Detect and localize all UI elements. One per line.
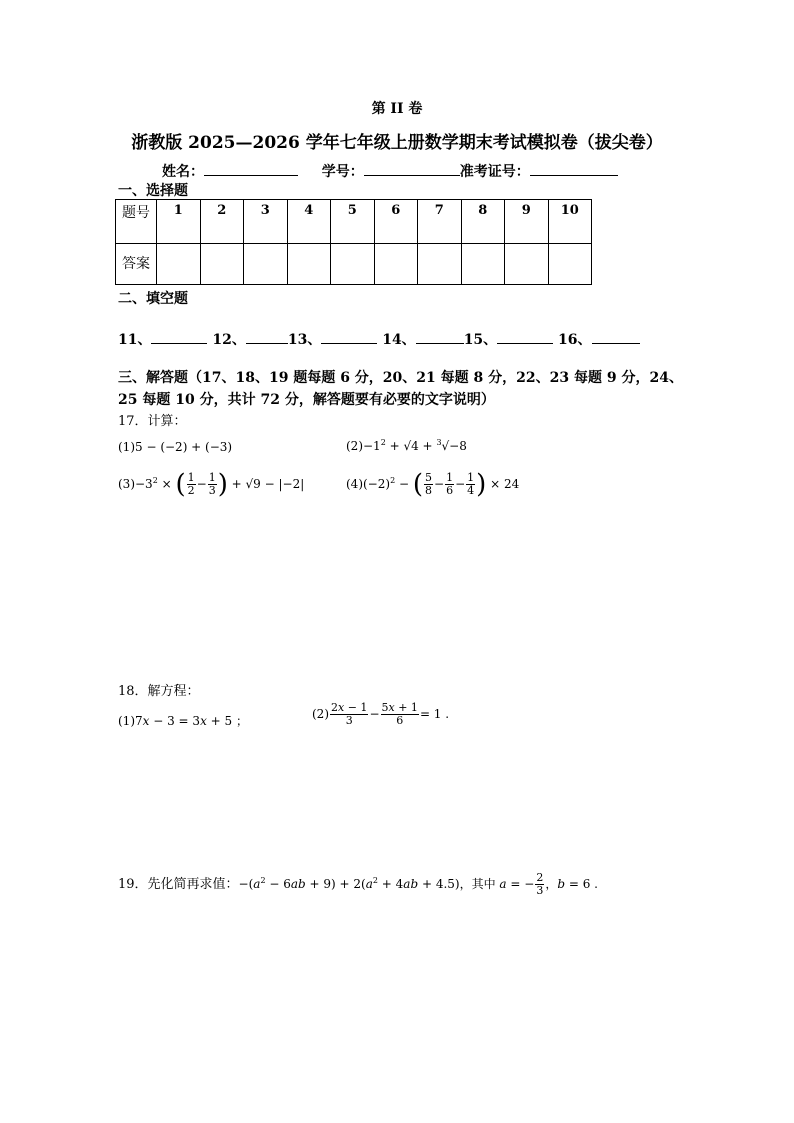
blank-label: 12、 xyxy=(212,332,246,348)
header-question-number: 题号 xyxy=(116,200,157,244)
q17-part2: $(2)-1^2 + √4 + ^3√-8$ xyxy=(346,438,467,453)
student-info xyxy=(162,161,618,181)
col-number: 6 xyxy=(374,200,418,244)
answer-cell[interactable] xyxy=(157,244,201,285)
col-number: 4 xyxy=(287,200,331,244)
answer-cell[interactable] xyxy=(244,244,288,285)
blank-line[interactable] xyxy=(321,329,377,344)
blank-line[interactable] xyxy=(592,329,640,344)
col-number: 5 xyxy=(331,200,375,244)
section1-title: 一、选择题 xyxy=(118,183,188,199)
answer-cell[interactable] xyxy=(418,244,462,285)
section2-title: 二、填空题 xyxy=(118,291,188,307)
col-number: 3 xyxy=(244,200,288,244)
q18-label: 18．解方程： xyxy=(118,684,200,699)
blank-line[interactable] xyxy=(416,329,464,344)
header-answer: 答案 xyxy=(116,244,157,285)
col-number: 7 xyxy=(418,200,462,244)
col-number: 9 xyxy=(505,200,549,244)
col-number: 1 xyxy=(157,200,201,244)
answer-cell[interactable] xyxy=(331,244,375,285)
name-blank xyxy=(204,161,298,176)
fill-blanks xyxy=(118,329,640,349)
q19-label: 19．先化简再求值： xyxy=(118,877,239,892)
exam-blank xyxy=(530,161,618,176)
q17-part1: (1)5 − (−2) + (−3) xyxy=(118,440,233,454)
answer-cell[interactable] xyxy=(200,244,244,285)
name-label: 姓名： xyxy=(162,164,204,180)
q17-part4: $(4)(-2)^2$ − ( $\frac{5}{8}$ − $\frac{1}{6}$ − $\frac{1}{4}$ ) × 24 xyxy=(346,469,520,500)
page-title: 浙教版 2025—2026 学年七年级上册数学期末考试模拟卷（拔尖卷） xyxy=(131,133,663,153)
col-number: 10 xyxy=(548,200,592,244)
answer-table xyxy=(115,199,592,285)
blank-line[interactable] xyxy=(151,329,207,344)
answer-cell[interactable] xyxy=(461,244,505,285)
volume-label: 第 II 卷 xyxy=(371,101,423,117)
q17-label: 17．计算： xyxy=(118,414,187,429)
answer-cell[interactable] xyxy=(287,244,331,285)
q18-part2: (2) $\frac{2x - 1}{3}$ − $\frac{5x + 1}{6}$ = 1 . xyxy=(312,701,450,727)
blank-line[interactable] xyxy=(246,329,288,344)
blank-label: 14、 xyxy=(382,332,416,348)
blank-label: 15、 xyxy=(463,332,498,348)
id-label: 学号： xyxy=(321,164,364,180)
exam-label: 准考证号： xyxy=(459,164,530,180)
blank-label: 16、 xyxy=(558,332,592,348)
blank-line[interactable] xyxy=(497,329,553,344)
col-number: 8 xyxy=(461,200,505,244)
blank-label: 11、 xyxy=(118,332,152,348)
answer-cell[interactable] xyxy=(505,244,549,285)
blank-label: 13、 xyxy=(287,332,322,348)
section3-title: 三、解答题（17、18、19 题每题 6 分，20、21 每题 8 分，22、23 每题 9 分，24、25 每题 10 分，共计 72 分，解答题要有必要的文字说明） xyxy=(118,370,683,408)
col-number: 2 xyxy=(200,200,244,244)
q17-part3: $(3)-3^2$ × ( $\frac{1}{2}$ − $\frac{1}{3}$ ) + √9 − |−2| xyxy=(118,469,305,500)
q19: 19．先化简再求值：$-(a^2 - 6ab + 9) + 2(a^2 + 4ab + 4.5)$，其中 a = − $\frac{2}{3}$ ，b = 6 . xyxy=(118,871,598,897)
answer-cell[interactable] xyxy=(374,244,418,285)
q18-part1: (1)7x − 3 = 3x + 5 ； xyxy=(118,714,248,728)
answer-cell[interactable] xyxy=(548,244,592,285)
id-blank xyxy=(364,161,460,176)
